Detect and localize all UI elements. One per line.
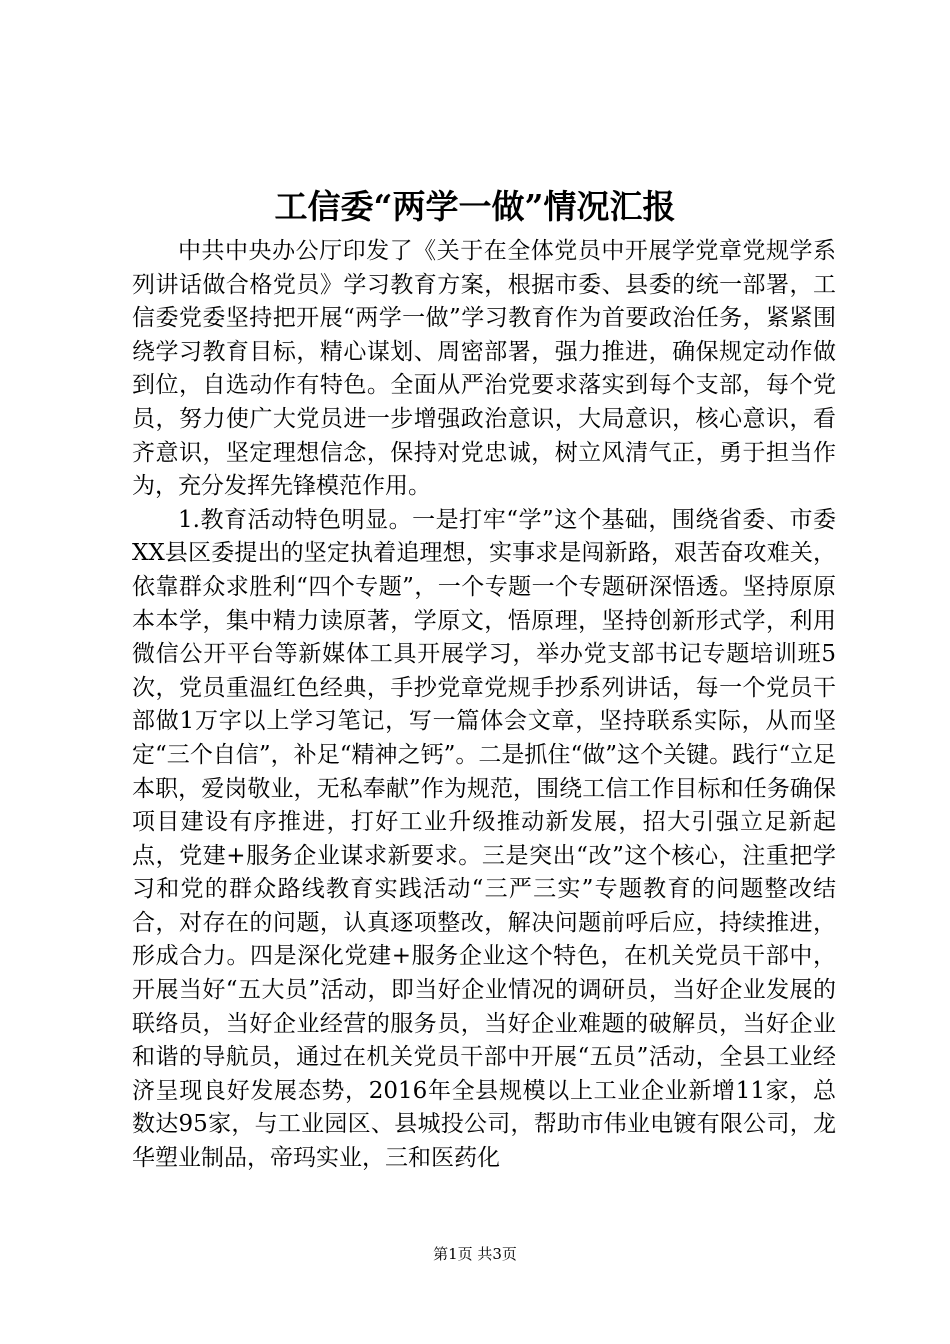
page-number-footer: 第1页 共3页 (433, 1245, 517, 1263)
document-body (132, 235, 836, 1176)
paragraph-section-1: 1.教育活动特色明显。一是打牢“学”这个基础，围绕省委、市委XX县区委提出的坚定执着追理想，实事求是闯新路，艰苦奋攻难关，依靠群众求胜利“四个专题”，一个专题一个专题研深悟透。坚持原原本本学，集中精力读原著，学原文，悟原理，坚持创新形式学，利用微信公开平台等新媒体工具开展学习，举办党支部书记专题培训班5次，党员重温红色经典，手抄党章党规手抄系列讲话，每一个党员干部做1万字以上学习笔记，写一篇体会文章，坚持联系实际，从而坚定“三个自信”，补足“精神之钙”。二是抓住“做”这个关键。践行“立足本职，爱岗敬业，无私奉献”作为规范，围绕工信工作目标和任务确保项目建设有序推进，打好工业升级推动新发展，招大引强立足新起点，党建+服务企业谋求新要求。三是突出“改”这个核心，注重把学习和党的群众路线教育实践活动“三严三实”专题教育的问题整改结合，对存在的问题，认真逐项整改，解决问题前呼后应，持续推进，形成合力。四是深化党建+服务企业这个特色，在机关党员干部中，开展当好“五大员”活动，即当好企业情况的调研员，当好企业发展的联络员，当好企业经营的服务员，当好企业难题的破解员，当好企业和谐的导航员，通过在机关党员干部中开展“五员”活动，全县工业经济呈现良好发展态势，2016年全县规模以上工业企业新增11家，总数达95家，与工业园区、县城投公司，帮助市伟业电镀有限公司，龙华塑业制品，帝玛实业，三和医药化 (132, 506, 836, 1172)
document-title: 工信委“两学一做”情况汇报 (274, 187, 676, 226)
paragraph-intro: 中共中央办公厅印发了《关于在全体党员中开展学党章党规学系列讲话做合格党员》学习教育方案，根据市委、县委的统一部署，工信委党委坚持把开展“两学一做”学习教育作为首要政治任务，紧紧围绕学习教育目标，精心谋划、周密部署，强力推进，确保规定动作做到位，自选动作有特色。全面从严治党要求落实到每个支部，每个党员，努力使广大党员进一步增强政治意识，大局意识，核心意识，看齐意识，坚定理想信念，保持对党忠诚，树立风清气正，勇于担当作为，充分发挥先锋模范作用。 (132, 238, 836, 500)
